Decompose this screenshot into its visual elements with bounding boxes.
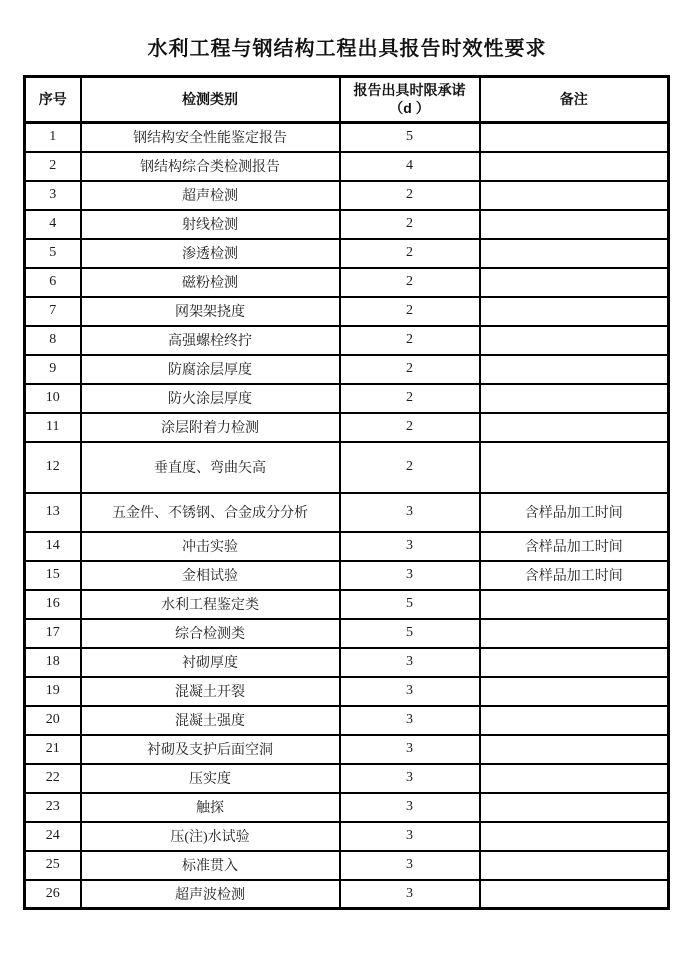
row-category-cell: 射线检测 xyxy=(81,210,340,239)
header-deadline xyxy=(340,77,480,123)
row-note-cell xyxy=(480,123,669,152)
row-note-cell xyxy=(480,152,669,181)
row-days-cell: 3 xyxy=(340,648,480,677)
row-note-cell xyxy=(480,210,669,239)
table-header-row xyxy=(25,77,669,123)
table-body xyxy=(25,123,669,909)
row-category-cell: 涂层附着力检测 xyxy=(81,413,340,442)
row-days-cell: 3 xyxy=(340,764,480,793)
row-note-cell xyxy=(480,619,669,648)
table-row xyxy=(25,561,669,590)
row-serial-cell: 16 xyxy=(25,590,81,619)
row-serial-cell: 11 xyxy=(25,413,81,442)
row-days-cell: 3 xyxy=(340,880,480,909)
row-serial-cell: 2 xyxy=(25,152,81,181)
row-days-cell: 5 xyxy=(340,123,480,152)
table-row xyxy=(25,326,669,355)
row-days-cell: 3 xyxy=(340,735,480,764)
row-days-cell: 2 xyxy=(340,297,480,326)
table-row xyxy=(25,648,669,677)
row-days-cell: 2 xyxy=(340,442,480,493)
table-row xyxy=(25,677,669,706)
row-days-cell: 2 xyxy=(340,326,480,355)
table-row xyxy=(25,210,669,239)
table-row xyxy=(25,297,669,326)
row-category-cell: 压(注)水试验 xyxy=(81,822,340,851)
table-row xyxy=(25,590,669,619)
row-category-cell: 金相试验 xyxy=(81,561,340,590)
row-days-cell: 2 xyxy=(340,181,480,210)
row-note-cell xyxy=(480,268,669,297)
row-serial-cell: 5 xyxy=(25,239,81,268)
row-category-cell: 压实度 xyxy=(81,764,340,793)
table-row xyxy=(25,822,669,851)
row-days-cell: 5 xyxy=(340,590,480,619)
table-row xyxy=(25,764,669,793)
row-category-cell: 垂直度、弯曲矢高 xyxy=(81,442,340,493)
row-serial-cell: 12 xyxy=(25,442,81,493)
table-row xyxy=(25,413,669,442)
row-serial-cell: 25 xyxy=(25,851,81,880)
row-serial-cell: 23 xyxy=(25,793,81,822)
row-category-cell: 钢结构安全性能鉴定报告 xyxy=(81,123,340,152)
page-title: 水利工程与钢结构工程出具报告时效性要求 xyxy=(147,38,547,60)
row-days-cell: 2 xyxy=(340,355,480,384)
row-serial-cell: 13 xyxy=(25,493,81,532)
row-note-cell: 含样品加工时间 xyxy=(480,493,669,532)
row-serial-cell: 8 xyxy=(25,326,81,355)
row-note-cell xyxy=(480,384,669,413)
row-category-cell: 混凝土强度 xyxy=(81,706,340,735)
table-row xyxy=(25,851,669,880)
row-note-cell xyxy=(480,590,669,619)
row-serial-cell: 20 xyxy=(25,706,81,735)
row-days-cell: 2 xyxy=(340,413,480,442)
row-note-cell xyxy=(480,677,669,706)
table-row xyxy=(25,442,669,493)
table-row xyxy=(25,493,669,532)
row-days-cell: 2 xyxy=(340,268,480,297)
row-serial-cell: 10 xyxy=(25,384,81,413)
row-category-cell: 超声检测 xyxy=(81,181,340,210)
row-category-cell: 超声波检测 xyxy=(81,880,340,909)
row-note-cell xyxy=(480,326,669,355)
row-serial-cell: 1 xyxy=(25,123,81,152)
row-note-cell xyxy=(480,442,669,493)
row-note-cell xyxy=(480,851,669,880)
table-row xyxy=(25,268,669,297)
row-note-cell xyxy=(480,648,669,677)
row-serial-cell: 17 xyxy=(25,619,81,648)
row-days-cell: 5 xyxy=(340,619,480,648)
table-row xyxy=(25,181,669,210)
row-days-cell: 3 xyxy=(340,532,480,561)
header-deadline-line1: 报告出具时限承诺 xyxy=(353,82,466,98)
row-category-cell: 冲击实验 xyxy=(81,532,340,561)
row-category-cell: 五金件、不锈钢、合金成分分析 xyxy=(81,493,340,532)
row-category-cell: 综合检测类 xyxy=(81,619,340,648)
row-note-cell: 含样品加工时间 xyxy=(480,561,669,590)
row-note-cell xyxy=(480,822,669,851)
row-category-cell: 防腐涂层厚度 xyxy=(81,355,340,384)
row-note-cell xyxy=(480,413,669,442)
row-category-cell: 衬砌厚度 xyxy=(81,648,340,677)
row-serial-cell: 14 xyxy=(25,532,81,561)
row-days-cell: 2 xyxy=(340,384,480,413)
row-category-cell: 衬砌及支护后面空洞 xyxy=(81,735,340,764)
row-days-cell: 3 xyxy=(340,677,480,706)
row-serial-cell: 19 xyxy=(25,677,81,706)
row-note-cell xyxy=(480,297,669,326)
row-serial-cell: 9 xyxy=(25,355,81,384)
table-row xyxy=(25,619,669,648)
row-serial-cell: 21 xyxy=(25,735,81,764)
row-days-cell: 3 xyxy=(340,561,480,590)
row-category-cell: 高强螺栓终拧 xyxy=(81,326,340,355)
row-days-cell: 4 xyxy=(340,152,480,181)
row-category-cell: 磁粉检测 xyxy=(81,268,340,297)
table-row xyxy=(25,706,669,735)
report-deadline-table xyxy=(23,75,670,910)
row-days-cell: 2 xyxy=(340,239,480,268)
table-row xyxy=(25,152,669,181)
row-note-cell xyxy=(480,764,669,793)
header-serial: 序号 xyxy=(25,77,81,123)
row-days-cell: 2 xyxy=(340,210,480,239)
header-note: 备注 xyxy=(480,77,669,123)
table-row xyxy=(25,384,669,413)
table-row xyxy=(25,355,669,384)
row-note-cell xyxy=(480,239,669,268)
row-days-cell: 3 xyxy=(340,706,480,735)
row-note-cell xyxy=(480,880,669,909)
row-note-cell xyxy=(480,706,669,735)
row-note-cell: 含样品加工时间 xyxy=(480,532,669,561)
row-serial-cell: 4 xyxy=(25,210,81,239)
row-serial-cell: 18 xyxy=(25,648,81,677)
header-deadline-line2: （d ） xyxy=(389,99,430,116)
row-category-cell: 钢结构综合类检测报告 xyxy=(81,152,340,181)
row-category-cell: 水利工程鉴定类 xyxy=(81,590,340,619)
row-note-cell xyxy=(480,355,669,384)
row-serial-cell: 24 xyxy=(25,822,81,851)
table-row xyxy=(25,123,669,152)
table-row xyxy=(25,793,669,822)
row-note-cell xyxy=(480,793,669,822)
row-days-cell: 3 xyxy=(340,793,480,822)
table-row xyxy=(25,239,669,268)
row-serial-cell: 6 xyxy=(25,268,81,297)
row-category-cell: 渗透检测 xyxy=(81,239,340,268)
row-days-cell: 3 xyxy=(340,493,480,532)
row-note-cell xyxy=(480,181,669,210)
table-row xyxy=(25,735,669,764)
row-days-cell: 3 xyxy=(340,851,480,880)
row-category-cell: 网架架挠度 xyxy=(81,297,340,326)
row-category-cell: 防火涂层厚度 xyxy=(81,384,340,413)
row-category-cell: 标准贯入 xyxy=(81,851,340,880)
row-category-cell: 混凝土开裂 xyxy=(81,677,340,706)
row-note-cell xyxy=(480,735,669,764)
table-row xyxy=(25,532,669,561)
row-serial-cell: 7 xyxy=(25,297,81,326)
table-row xyxy=(25,880,669,909)
row-category-cell: 触探 xyxy=(81,793,340,822)
row-serial-cell: 3 xyxy=(25,181,81,210)
row-serial-cell: 22 xyxy=(25,764,81,793)
row-serial-cell: 26 xyxy=(25,880,81,909)
row-serial-cell: 15 xyxy=(25,561,81,590)
header-category: 检测类别 xyxy=(81,77,340,123)
row-days-cell: 3 xyxy=(340,822,480,851)
